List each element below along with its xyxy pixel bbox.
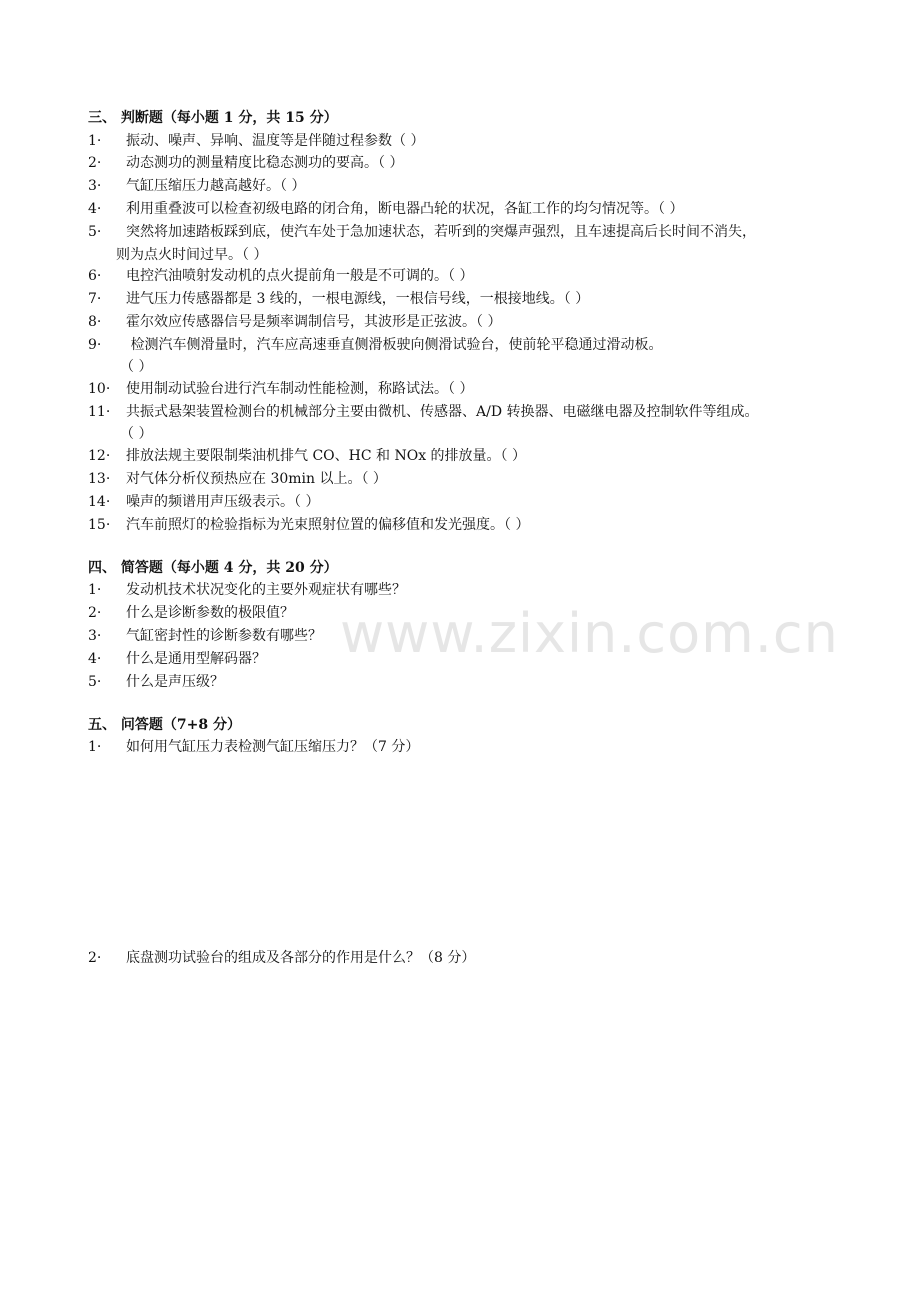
question-text: 如何用气缸压力表检测气缸压缩压力？（7 分） bbox=[126, 739, 420, 755]
question-number: 1· bbox=[88, 739, 102, 755]
question-text: 什么是通用型解码器？ bbox=[126, 651, 266, 667]
question-3-4 bbox=[88, 199, 683, 219]
question-number: 14· bbox=[88, 494, 111, 510]
section-4-heading: 四、 简答题（每小题 4 分，共 20 分） bbox=[88, 560, 338, 576]
question-number: 7· bbox=[88, 291, 102, 307]
question-3-9-continued: （ ） bbox=[120, 359, 153, 375]
question-3-15 bbox=[88, 515, 529, 535]
question-4-4 bbox=[88, 649, 266, 669]
question-text: 气缸压缩压力越高越好。（ ） bbox=[126, 178, 306, 194]
question-number: 2· bbox=[88, 950, 102, 966]
question-text: 电控汽油喷射发动机的点火提前角一般是不可调的。（ ） bbox=[126, 268, 474, 284]
question-number: 3· bbox=[88, 178, 102, 194]
question-3-14 bbox=[88, 492, 319, 512]
question-3-13 bbox=[88, 469, 387, 489]
question-text: 汽车前照灯的检验指标为光束照射位置的偏移值和发光强度。（ ） bbox=[126, 517, 530, 533]
question-number: 3· bbox=[88, 628, 102, 644]
question-number: 1· bbox=[88, 133, 102, 149]
question-5-1 bbox=[88, 737, 419, 757]
question-3-11-continued: （ ） bbox=[120, 426, 153, 442]
question-number: 11· bbox=[88, 404, 111, 420]
question-3-8 bbox=[88, 312, 501, 332]
question-text: 噪声的频谱用声压级表示。（ ） bbox=[126, 494, 320, 510]
section-5-heading: 五、 问答题（7+8 分） bbox=[88, 717, 241, 733]
question-3-9 bbox=[88, 335, 662, 355]
question-text: 排放法规主要限制柴油机排气 CO、HC 和 NOx 的排放量。（ ） bbox=[126, 448, 526, 464]
question-text: 检测汽车侧滑量时，汽车应高速垂直侧滑板驶向侧滑试验台，使前轮平稳通过滑动板。 bbox=[126, 337, 663, 353]
question-number: 5· bbox=[88, 224, 102, 240]
question-text: 振动、噪声、异响、温度等是伴随过程参数（ ） bbox=[126, 133, 425, 149]
watermark: www.zixin.com.cn bbox=[340, 602, 839, 665]
question-4-1 bbox=[88, 580, 406, 600]
question-4-2 bbox=[88, 603, 294, 623]
question-text: 突然将加速踏板踩到底，使汽车处于急加速状态，若听到的突爆声强烈，且车速提高后长时间不消失， bbox=[126, 224, 756, 240]
question-3-11 bbox=[88, 402, 759, 422]
question-text: 使用制动试验台进行汽车制动性能检测，称路试法。（ ） bbox=[126, 381, 474, 397]
question-number: 4· bbox=[88, 201, 102, 217]
question-number: 13· bbox=[88, 471, 111, 487]
question-number: 10· bbox=[88, 381, 111, 397]
question-4-3 bbox=[88, 626, 322, 646]
question-number: 2· bbox=[88, 155, 102, 171]
question-text: 霍尔效应传感器信号是频率调制信号，其波形是正弦波。（ ） bbox=[126, 314, 502, 330]
question-3-2 bbox=[88, 153, 403, 173]
question-text: 气缸密封性的诊断参数有哪些？ bbox=[126, 628, 322, 644]
question-number: 12· bbox=[88, 448, 111, 464]
question-number: 15· bbox=[88, 517, 111, 533]
question-3-3 bbox=[88, 176, 305, 196]
question-text: 进气压力传感器都是 3 线的，一根电源线，一根信号线，一根接地线。（ ） bbox=[126, 291, 590, 307]
question-number: 9· bbox=[88, 337, 102, 353]
question-text: 共振式悬架装置检测台的机械部分主要由微机、传感器、A/D 转换器、电磁继电器及控制软件等组成。 bbox=[126, 404, 759, 420]
question-3-5-continued: 则为点火时间过早。（ ） bbox=[116, 247, 268, 263]
question-text: 动态测功的测量精度比稳态测功的要高。（ ） bbox=[126, 155, 404, 171]
question-3-7 bbox=[88, 289, 589, 309]
question-text: 什么是诊断参数的极限值？ bbox=[126, 605, 294, 621]
question-number: 2· bbox=[88, 605, 102, 621]
section-3-heading: 三、 判断题（每小题 1 分，共 15 分） bbox=[88, 110, 338, 126]
question-3-12 bbox=[88, 446, 526, 466]
question-5-2 bbox=[88, 948, 475, 968]
question-3-5 bbox=[88, 222, 756, 242]
question-3-6 bbox=[88, 266, 473, 286]
question-text: 利用重叠波可以检查初级电路的闭合角，断电器凸轮的状况，各缸工作的均匀情况等。（ ） bbox=[126, 201, 684, 217]
question-number: 6· bbox=[88, 268, 102, 284]
question-number: 5· bbox=[88, 674, 102, 690]
question-number: 1· bbox=[88, 582, 102, 598]
question-4-5 bbox=[88, 672, 224, 692]
question-text: 什么是声压级？ bbox=[126, 674, 224, 690]
question-text: 发动机技术状况变化的主要外观症状有哪些？ bbox=[126, 582, 406, 598]
question-text: 对气体分析仪预热应在 30min 以上。（ ） bbox=[126, 471, 387, 487]
question-3-1 bbox=[88, 131, 424, 151]
question-3-10 bbox=[88, 379, 473, 399]
question-number: 8· bbox=[88, 314, 102, 330]
question-number: 4· bbox=[88, 651, 102, 667]
question-text: 底盘测功试验台的组成及各部分的作用是什么？（8 分） bbox=[126, 950, 476, 966]
